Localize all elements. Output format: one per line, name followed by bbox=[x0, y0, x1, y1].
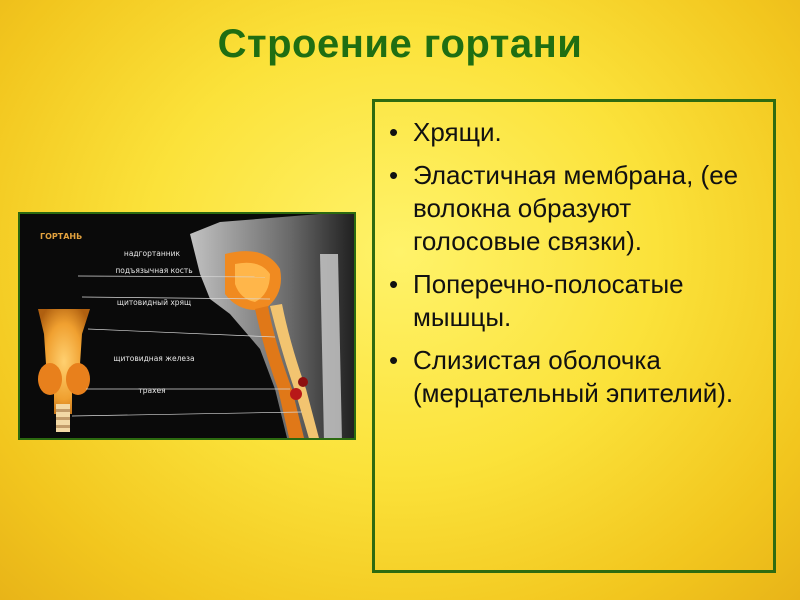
label-epiglottis: надгортанник bbox=[123, 249, 181, 258]
label-trachea: трахея bbox=[138, 386, 166, 395]
bullet-dot-icon: • bbox=[389, 117, 399, 147]
bullet-text: Эластичная мембрана, (ее волокна образуют голосовые связки). bbox=[413, 160, 739, 256]
bullet-dot-icon: • bbox=[389, 345, 399, 375]
slide-title: Строение гортани bbox=[217, 22, 583, 66]
bullet-item bbox=[389, 344, 763, 410]
label-hyoid-bone: подъязычная кость bbox=[115, 266, 193, 275]
bullet-dot-icon: • bbox=[389, 269, 399, 299]
bullet-dot-icon: • bbox=[389, 160, 399, 190]
larynx-anatomy-illustration bbox=[18, 212, 356, 440]
label-thyroid-gland: щитовидная железа bbox=[113, 354, 195, 363]
figure-title: ГОРТАНЬ bbox=[40, 232, 83, 241]
bullet-item bbox=[389, 159, 763, 258]
anatomy-drawing bbox=[20, 214, 356, 440]
bullet-item bbox=[389, 268, 763, 334]
label-thyroid-cartilage: щитовидный хрящ bbox=[116, 298, 192, 307]
bullet-list bbox=[375, 102, 773, 410]
bullet-text: Поперечно-полосатые мышцы. bbox=[413, 269, 684, 332]
bullet-text: Хрящи. bbox=[413, 117, 502, 147]
bullet-list-box bbox=[372, 99, 776, 573]
bullet-item bbox=[389, 116, 763, 149]
bullet-text: Слизистая оболочка (мерцательный эпителий). bbox=[413, 345, 734, 408]
